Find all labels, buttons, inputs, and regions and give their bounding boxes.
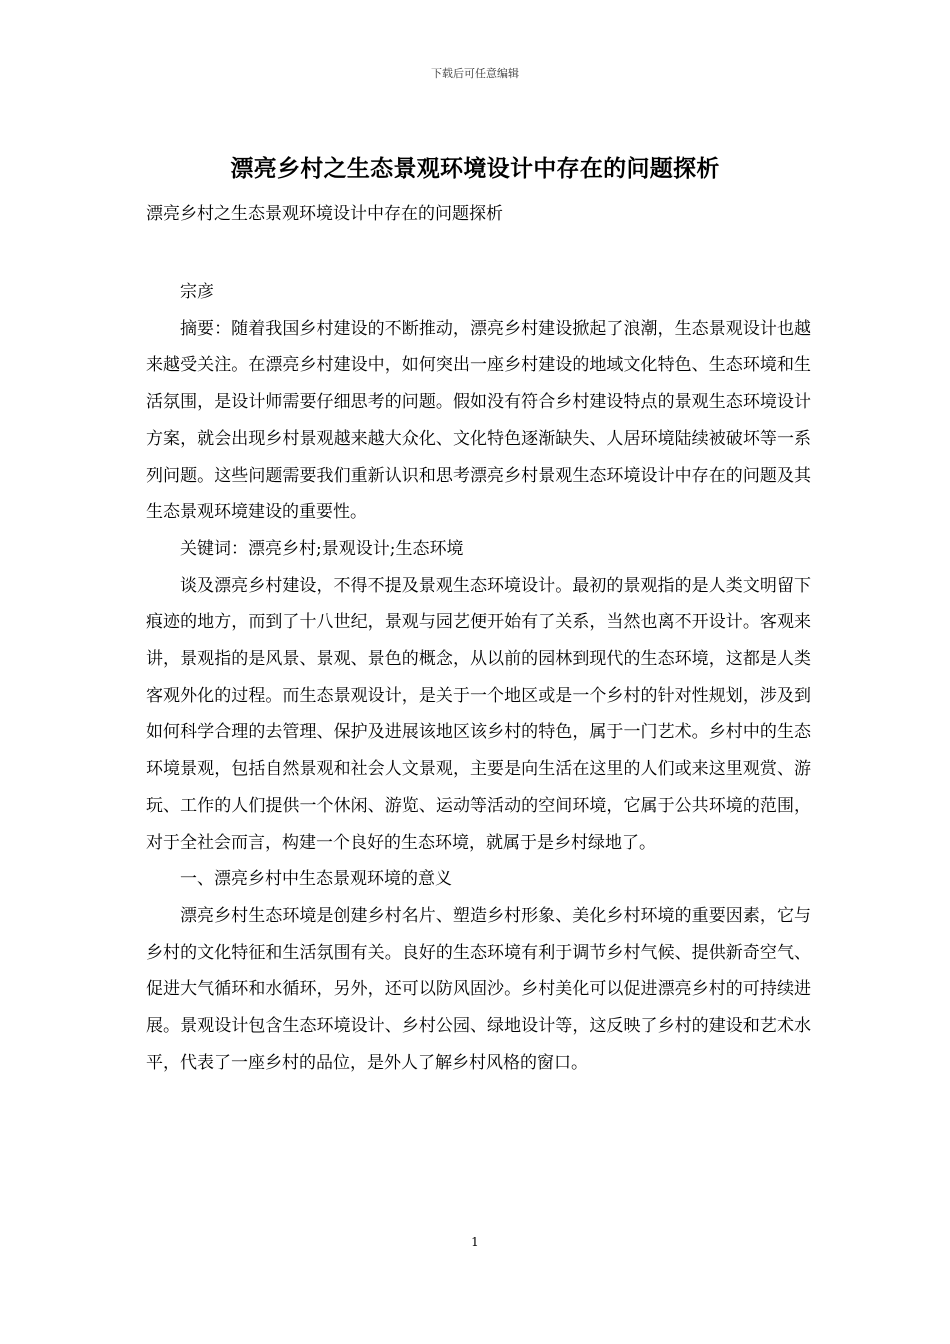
document-title: 漂亮乡村之生态景观环境设计中存在的问题探析 xyxy=(230,155,720,182)
blank-line xyxy=(146,230,811,274)
document-subtitle: 漂亮乡村之生态景观环境设计中存在的问题探析 xyxy=(146,204,503,224)
document-body xyxy=(146,198,811,1081)
body-paragraph-1: 谈及漂亮乡村建设，不得不提及景观生态环境设计。最初的景观指的是人类文明留下痕迹的地方，而到了十八世纪，景观与园艺便开始有了关系，当然也离不开设计。客观来讲，景观指的是风景、景观、景色的概念，从以前的园林到现代的生态环境，这都是人类客观外化的过程。而生态景观设计，是关于一个地区或是一个乡村的针对性规划，涉及到如何科学合理的去管理、保护及进展该地区该乡村的特色，属于一门艺术。乡村中的生态环境景观，包括自然景观和社会人文景观，主要是向生活在这里的人们或来这里观赏、游玩、工作的人们提供一个休闲、游览、运动等活动的空间环境，它属于公共环境的范围，对于全社会而言，构建一个良好的生态环境，就属于是乡村绿地了。 xyxy=(146,575,811,853)
section-heading-1: 一、漂亮乡村中生态景观环境的意义 xyxy=(180,869,452,890)
page-number: 1 xyxy=(471,1235,479,1249)
keywords-line: 关键词：漂亮乡村;景观设计;生态环境 xyxy=(180,538,464,559)
body-paragraph-2: 漂亮乡村生态环境是创建乡村名片、塑造乡村形象、美化乡村环境的重要因素，它与乡村的文化特征和生活氛围有关。良好的生态环境有利于调节乡村气候、提供新奇空气、促进大气循环和水循环，另外，还可以防风固沙。乡村美化可以促进漂亮乡村的可持续进展。景观设计包含生态环境设计、乡村公园、绿地设计等，这反映了乡村的建设和艺术水平，代表了一座乡村的品位，是外人了解乡村风格的窗口。 xyxy=(146,905,811,1073)
abstract-paragraph: 摘要：随着我国乡村建设的不断推动，漂亮乡村建设掀起了浪潮，生态景观设计也越来越受关注。在漂亮乡村建设中，如何突出一座乡村建设的地域文化特色、生态环境和生活氛围，是设计师需要仔细思考的问题。假如没有符合乡村建设特点的景观生态环境设计方案，就会出现乡村景观越来越大众化、文化特色逐渐缺失、人居环境陆续被破坏等一系列问题。这些问题需要我们重新认识和思考漂亮乡村景观生态环境设计中存在的问题及其生态景观环境建设的重要性。 xyxy=(146,318,811,523)
author-name: 宗彦 xyxy=(180,282,214,302)
page-header: 下载后可任意编辑 xyxy=(431,67,519,80)
